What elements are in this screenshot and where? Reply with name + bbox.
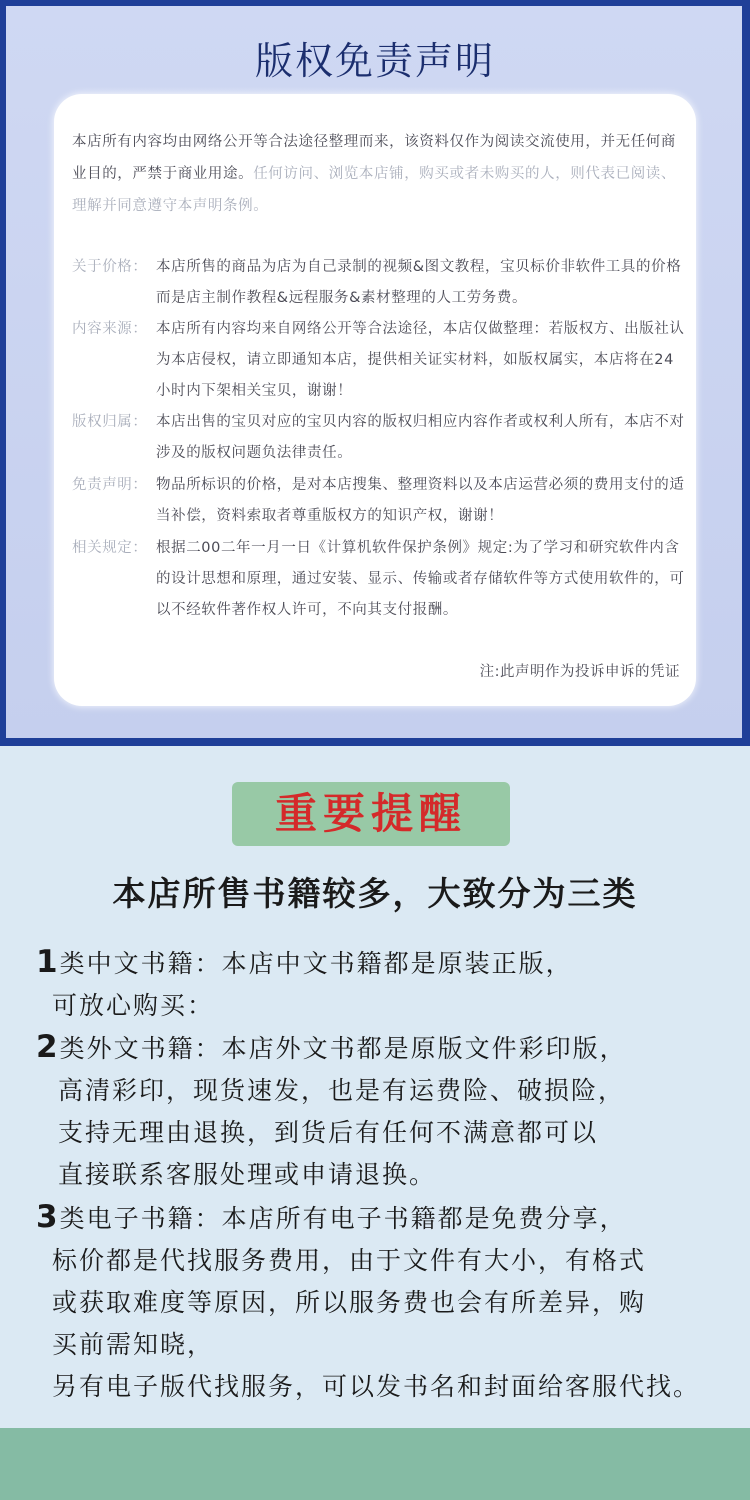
intro-main-text: 本店所有内容均由网络公开等合法途径整理而来，该资料仅作为阅读交流使用，并无任何商业目的，严禁于商业用途。 bbox=[72, 134, 676, 182]
reminder-line bbox=[52, 1241, 646, 1277]
reminder-line bbox=[52, 1325, 214, 1361]
line-text: 支持无理由退换，到货后有任何不满意都可以 bbox=[58, 1118, 599, 1147]
reminder-line bbox=[58, 1113, 598, 1149]
disclaimer-note: 注:此声明作为投诉申诉的凭证 bbox=[479, 664, 680, 680]
line-text: 或获取难度等原因，所以服务费也会有所差异，购 bbox=[52, 1288, 647, 1317]
category-number: 1 bbox=[36, 944, 60, 980]
term-label: 关于价格： bbox=[72, 259, 148, 275]
disclaimer-intro bbox=[72, 126, 688, 222]
reminder-line bbox=[36, 1199, 627, 1235]
line-text: 直接联系客服处理或申请退换。 bbox=[58, 1160, 437, 1189]
line-text: 高清彩印，现货速发，也是有运费险、破损险， bbox=[58, 1076, 626, 1105]
line-text: 可放心购买： bbox=[52, 991, 215, 1020]
reminder-line bbox=[58, 1071, 625, 1107]
intro-faint-text: 任何访问、浏览本店铺，购买或者未购买的人，则代表已阅读、理解并同意遵守本声明条例。 bbox=[72, 166, 677, 214]
term-label: 版权归属： bbox=[72, 414, 148, 430]
category-number: 3 bbox=[36, 1199, 60, 1235]
term-text: 物品所标识的价格，是对本店搜集、整理资料以及本店运营必须的费用支付的适当补偿，资料索取者尊重版权方的知识产权，谢谢！ bbox=[156, 477, 685, 524]
reminder-section bbox=[0, 746, 750, 1500]
term-ownership bbox=[72, 407, 688, 469]
line-text: 类电子书籍：本店所有电子书籍都是免费分享， bbox=[59, 1204, 627, 1233]
line-text: 买前需知晓， bbox=[52, 1330, 215, 1359]
term-regulation bbox=[72, 533, 688, 626]
reminder-headline: 本店所售书籍较多，大致分为三类 bbox=[112, 874, 638, 913]
term-text: 根据二00二年一月一日《计算机软件保护条例》规定:为了学习和研究软件内含的设计思想和原理，通过安装、显示、传输或者存储软件等方式使用软件的，可以不经软件著作权人许可，不向其支付报酬。 bbox=[156, 540, 685, 618]
reminder-line bbox=[52, 986, 214, 1022]
reminder-line bbox=[52, 1283, 646, 1319]
category-number: 2 bbox=[36, 1029, 60, 1065]
term-text: 本店所售的商品为店为自己录制的视频&图文教程，宝贝标价非软件工具的价格而是店主制作教程&远程服务&素材整理的人工劳务费。 bbox=[156, 259, 682, 306]
term-text: 本店所有内容均来自网络公开等合法途径，本店仅做整理：若版权方、出版社认为本店侵权，请立即通知本店，提供相关证实材料，如版权属实，本店将在24小时内下架相关宝贝，谢谢！ bbox=[156, 321, 685, 399]
footer-bar bbox=[0, 1428, 750, 1500]
reminder-line bbox=[36, 1029, 627, 1065]
disclaimer-title: 版权免责声明 bbox=[254, 39, 495, 83]
reminder-line bbox=[58, 1155, 436, 1191]
reminder-line bbox=[52, 1367, 700, 1403]
line-text: 另有电子版代找服务，可以发书名和封面给客服代找。 bbox=[52, 1372, 701, 1401]
term-label: 内容来源： bbox=[72, 321, 148, 337]
disclaimer-section bbox=[0, 0, 750, 746]
reminder-line bbox=[36, 944, 573, 980]
term-source bbox=[72, 314, 688, 407]
line-text: 类中文书籍：本店中文书籍都是原装正版， bbox=[59, 949, 573, 978]
term-price bbox=[72, 252, 688, 314]
term-text: 本店出售的宝贝对应的宝贝内容的版权归相应内容作者或权利人所有，本店不对涉及的版权问题负法律责任。 bbox=[156, 414, 685, 461]
term-liability bbox=[72, 470, 688, 532]
reminder-badge: 重要提醒 bbox=[232, 782, 510, 846]
term-label: 相关规定： bbox=[72, 540, 148, 556]
line-text: 类外文书籍：本店外文书都是原版文件彩印版， bbox=[59, 1034, 627, 1063]
line-text: 标价都是代找服务费用，由于文件有大小，有格式 bbox=[52, 1246, 647, 1275]
term-label: 免责声明： bbox=[72, 477, 148, 493]
